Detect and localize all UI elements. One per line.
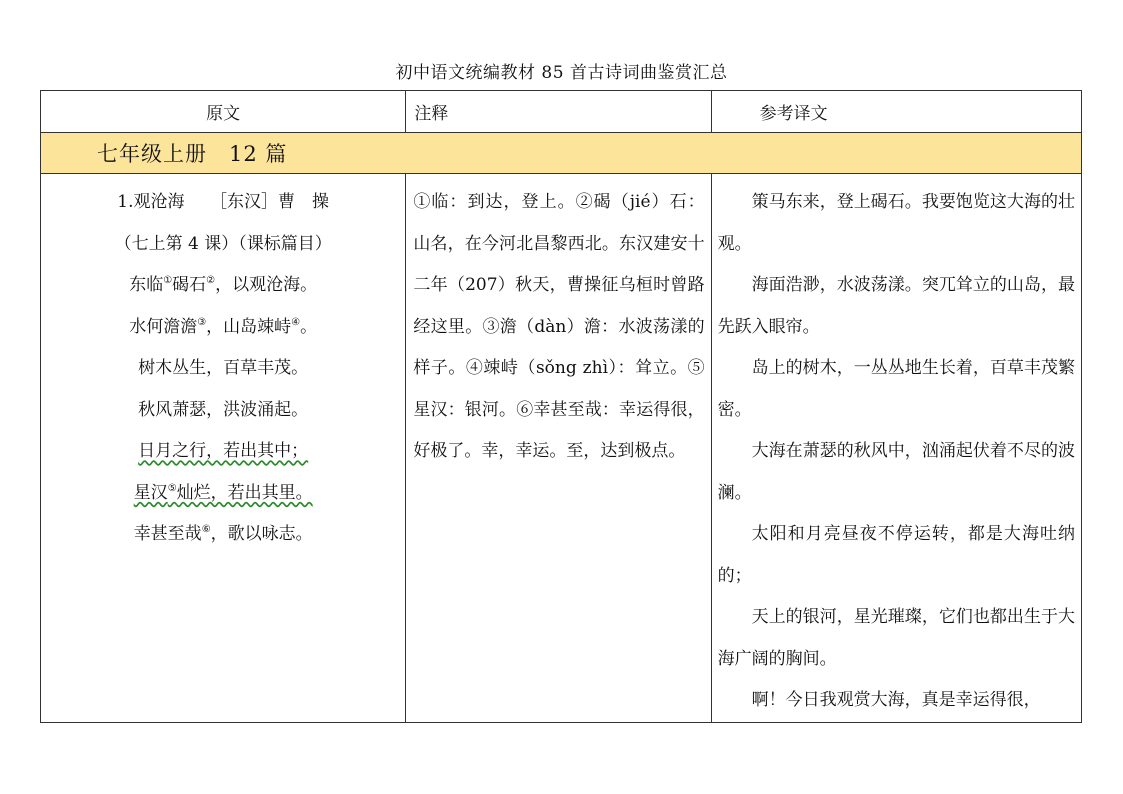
header-row: [41, 91, 1082, 133]
poem-line: 星汉⑤灿烂，若出其里。: [133, 482, 313, 503]
poem-title-line: 1.观沧海 ［东汉］曹 操: [117, 192, 330, 212]
poem-line: 秋风萧瑟，洪波涌起。: [138, 399, 309, 420]
translation-paragraph: 天上的银河，星光璀璨，它们也都出生于大海广阔的胸间。: [717, 607, 1075, 669]
poem-table: [40, 90, 1082, 723]
translation-cell: [711, 174, 1081, 723]
poem-line: 东临①碣石②，以观沧海。: [129, 275, 318, 295]
notes-cell: [406, 174, 711, 723]
content-row: [41, 174, 1082, 723]
header-original: 原文: [41, 91, 406, 133]
page-title: 初中语文统编教材 85 首古诗词曲鉴赏汇总: [395, 63, 728, 83]
poem-line: 水何澹澹③，山岛竦峙④。: [129, 316, 318, 337]
poem-line: 树木丛生，百草丰茂。: [138, 358, 309, 378]
poem-line: 日月之行，若出其中；: [138, 441, 309, 461]
original-cell: [41, 174, 406, 723]
translation-paragraph: 策马东来，登上碣石。我要饱览这大海的壮观。: [717, 192, 1075, 254]
header-translation: 参考译文: [711, 91, 1081, 133]
poem-source-line: （七上第 4 课）（课标篇目）: [114, 233, 332, 254]
translation-paragraph: 啊！今日我观赏大海，真是幸运得很，: [751, 690, 1041, 710]
translation-paragraph: 岛上的树木，一丛丛地生长着，百草丰茂繁密。: [717, 358, 1075, 420]
translation-paragraph: 海面浩渺，水波荡漾。突兀耸立的山岛，最先跃入眼帘。: [717, 275, 1075, 337]
translation-paragraph: 太阳和月亮昼夜不停运转，都是大海吐纳的；: [717, 524, 1075, 586]
grade-section-label: 七年级上册 12 篇: [41, 133, 1082, 174]
header-notes: 注释: [406, 91, 711, 133]
notes-text: ①临：到达，登上。②碣（jié）石：山名，在今河北昌黎西北。东汉建安十二年（207）秋天，曹操征乌桓时曾路经这里。③澹（dàn）澹：水波荡漾的样子。④竦峙（sǒng zhì）：耸立。⑤星汉：银河。⑥幸甚至哉：幸运得很，好极了。幸，幸运。至，达到极点。: [413, 192, 705, 461]
translation-paragraph: 大海在萧瑟的秋风中，汹涌起伏着不尽的波澜。: [717, 441, 1075, 503]
grade-row: [41, 133, 1082, 174]
poem-line: 幸甚至哉⑥，歌以咏志。: [133, 524, 313, 544]
